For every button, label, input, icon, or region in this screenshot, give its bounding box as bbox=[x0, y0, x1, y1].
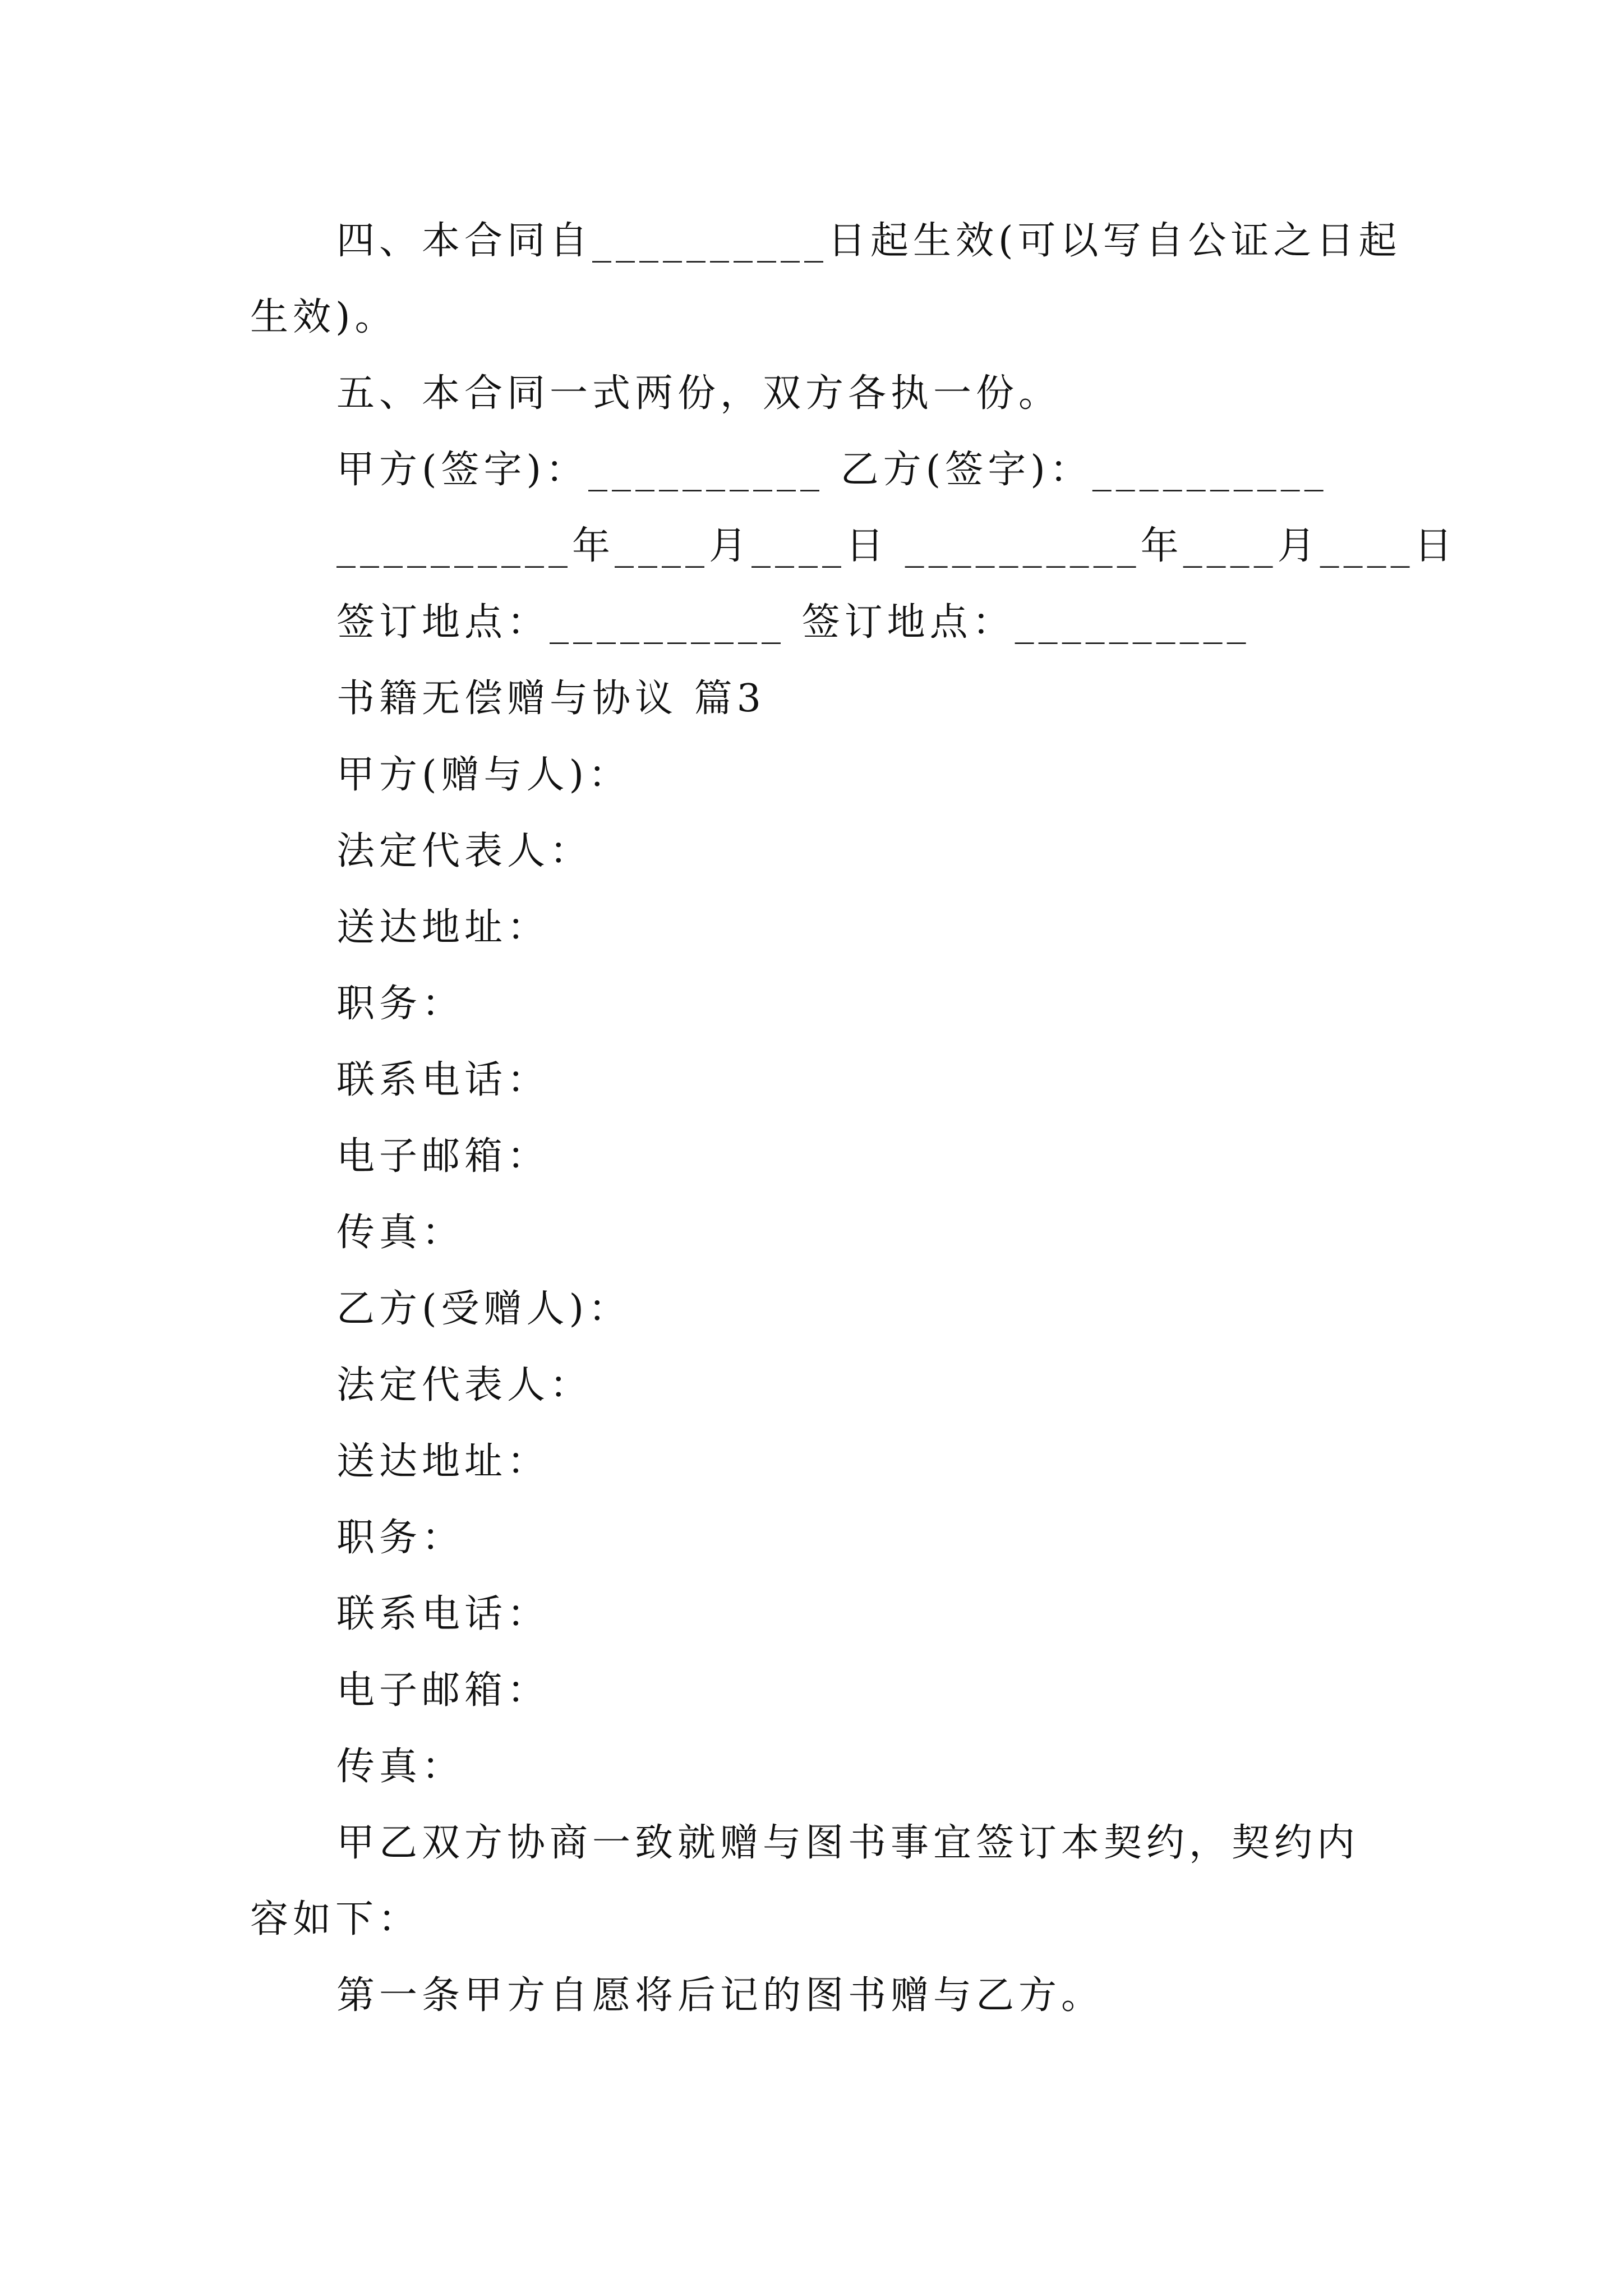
party-a-label: 甲方(赠与人)： bbox=[336, 753, 631, 797]
party-b-position: 职务： bbox=[336, 1516, 465, 1560]
party-b-fax: 传真： bbox=[336, 1745, 465, 1789]
party-b-email: 电子邮箱： bbox=[336, 1668, 550, 1713]
clause-four-line2: 生效)。 bbox=[250, 295, 398, 339]
date-line: __________年____月____日 __________年____月____日 bbox=[336, 524, 1457, 568]
signing-place-line: 签订地点：__________ 签订地点：__________ bbox=[336, 600, 1251, 645]
party-a-email: 电子邮箱： bbox=[336, 1134, 550, 1179]
party-b-legal-rep: 法定代表人： bbox=[336, 1363, 593, 1407]
party-b-phone: 联系电话： bbox=[336, 1592, 550, 1636]
agreement-intro-line1: 甲乙双方协商一致就赠与图书事宜签订本契约，契约内 bbox=[336, 1821, 1360, 1865]
party-a-phone: 联系电话： bbox=[336, 1058, 550, 1102]
article-one: 第一条甲方自愿将后记的图书赠与乙方。 bbox=[336, 1973, 1104, 2018]
agreement-intro-line2: 容如下： bbox=[250, 1897, 421, 1941]
party-b-label: 乙方(受赠人)： bbox=[336, 1287, 631, 1331]
party-a-fax: 传真： bbox=[336, 1211, 465, 1255]
signature-line: 甲方(签字)：__________ 乙方(签字)：__________ bbox=[336, 448, 1328, 492]
clause-five: 五、本合同一式两份，双方各执一份。 bbox=[336, 371, 1062, 416]
party-a-legal-rep: 法定代表人： bbox=[336, 829, 593, 873]
party-a-address: 送达地址： bbox=[336, 905, 550, 950]
party-b-address: 送达地址： bbox=[336, 1439, 550, 1484]
party-a-position: 职务： bbox=[336, 982, 465, 1026]
section-heading: 书籍无偿赠与协议 篇3 bbox=[336, 677, 766, 721]
clause-four-line1: 四、本合同自__________日起生效(可以写自公证之日起 bbox=[336, 219, 1401, 263]
